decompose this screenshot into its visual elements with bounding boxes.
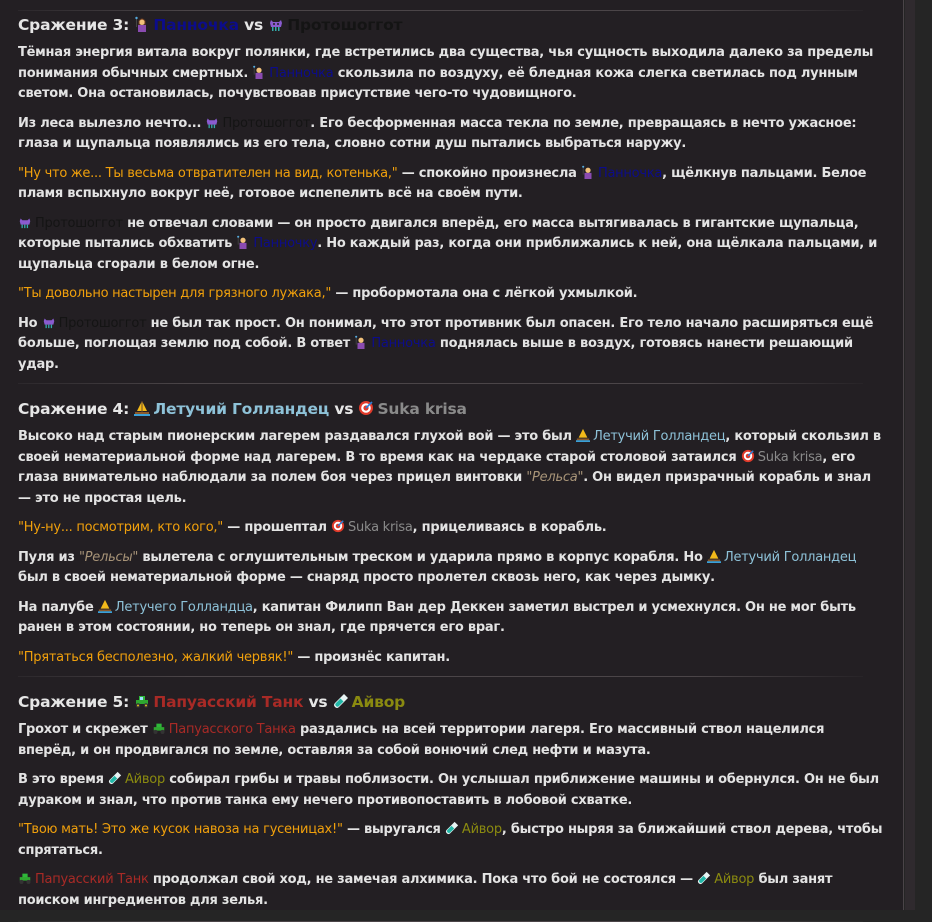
narration-text: — прошептал	[223, 520, 327, 535]
fighter-name-pannochka[interactable]: Панночка	[153, 16, 239, 34]
narration-text: раздались на всей территории лагеря. Его массивный ствол нацелился вперёд, и он продвигался по земле, оставляя за собой вонючий след нефти и мазута.	[18, 722, 825, 758]
narration-text: — произнёс капитан.	[293, 649, 450, 665]
dialogue-quote: "Ты довольно настырен для грязного лужака,"	[18, 286, 332, 301]
woman-mage-icon	[236, 235, 250, 249]
battle-4-paragraph-5	[18, 648, 886, 669]
narration-text: Но	[18, 315, 38, 331]
tractor-icon	[134, 693, 150, 709]
narration-text: Пуля из	[18, 549, 75, 565]
battle-3-paragraph-3	[18, 164, 886, 205]
section-divider	[18, 383, 863, 384]
narration-text: не был так прост. Он понимал, что этот противник был опасен. Его тело начало расширяться ещё больше, поглощая землю под собой. В ответ	[18, 315, 874, 351]
fighter-name-aivor[interactable]: Айвор	[351, 693, 406, 711]
narration-text: , его глаза внимательно наблюдали за полем боя через прицел винтовки	[18, 449, 856, 485]
alien-monster-icon	[42, 315, 56, 329]
woman-mage-icon	[134, 16, 150, 32]
dialogue-quote: "Твою мать! Это же кусок навоза на гусеницах!"	[18, 822, 343, 837]
fighter-mention-papuan-tank[interactable]: Папуасского Танка	[168, 722, 296, 737]
battle-3-paragraph-5	[18, 284, 886, 305]
dialogue-quote: "Ну-ну... посмотрим, кто кого,"	[18, 520, 224, 535]
narration-text: Тёмная энергия витала вокруг полянки, где встретились два существа, чья сущность выходила далеко за пределы понимания обычных смертных.	[18, 45, 874, 81]
battle-number: Сражение 5:	[18, 693, 130, 711]
test-tube-icon	[333, 693, 349, 709]
narration-text: , щёлкнув пальцами. Белое пламя вспыхнуло вокруг неё, готовое испепелить всё на своём пути.	[18, 165, 867, 201]
battle-4-paragraph-2	[18, 518, 886, 539]
battle-5-paragraph-2	[18, 770, 886, 811]
battle-5	[18, 691, 886, 911]
sailboat-icon	[707, 549, 721, 563]
fighter-mention-dutchman[interactable]: Летучий Голландец	[723, 549, 857, 565]
battle-5-title	[18, 691, 886, 713]
narration-text: На палубе	[18, 599, 94, 615]
narration-text: — пробормотала она с лёгкой ухмылкой.	[331, 286, 638, 301]
vs-label: vs	[334, 400, 354, 418]
narration-text: . Но каждый раз, когда они приближались к ней, она щёлкала пальцами, и щупальца сгорали в белом огне.	[18, 236, 878, 272]
section-divider	[18, 10, 863, 11]
fighter-name-dutchman[interactable]: Летучий Голландец	[153, 400, 330, 418]
battle-5-paragraph-4	[18, 870, 886, 911]
fighter-mention-suka-krisa[interactable]: Suka krisa	[757, 449, 823, 465]
battle-number: Сражение 4:	[18, 400, 130, 418]
narration-text: — спокойно произнесла	[397, 165, 577, 181]
narration-text: В это время	[18, 772, 104, 787]
narration-text: . Он видел призрачный корабль и знал — это не простая цель.	[18, 470, 871, 506]
fighter-mention-dutchman[interactable]: Летучий Голландец	[593, 429, 726, 444]
battle-4-paragraph-3	[18, 548, 886, 589]
fighter-mention-aivor[interactable]: Айвор	[125, 772, 165, 787]
direct-hit-target-icon	[331, 519, 345, 533]
fighter-name-papuan-tank[interactable]: Папуасский Танк	[153, 693, 304, 711]
direct-hit-target-icon	[358, 400, 374, 416]
test-tube-icon	[445, 821, 459, 835]
narration-text: был занят поиском ингредиентов для зелья.	[18, 872, 833, 908]
narration-text: продолжал свой ход, не замечая алхимика. Пока что бой не состоялся —	[152, 872, 693, 887]
battle-5-paragraph-1	[18, 720, 886, 761]
woman-mage-icon	[581, 165, 595, 179]
sailboat-icon	[98, 599, 112, 613]
rifle-name: "Рельсы"	[78, 549, 139, 565]
scrollbar-track[interactable]	[905, 0, 915, 910]
fighter-mention-pannochka[interactable]: Панночку	[253, 236, 318, 251]
battle-4-paragraph-4	[18, 598, 886, 639]
fighter-mention-protoshoggot[interactable]: Протошоггот	[35, 215, 123, 231]
narration-text: — выругался	[342, 822, 441, 837]
narration-text: Грохот и скрежет	[18, 722, 148, 737]
narration-text: не отвечал словами — он просто двигался вперёд, его масса вытягивалась в гигантские щупальца, которые пытались обхватить	[18, 215, 859, 251]
battle-4-title	[18, 398, 886, 420]
battle-number: Сражение 3:	[18, 16, 130, 34]
dialogue-quote: "Прятаться бесполезно, жалкий червяк!"	[18, 649, 294, 665]
fighter-mention-protoshoggot[interactable]: Протошоггот	[58, 315, 147, 331]
vs-label: vs	[308, 693, 328, 711]
narration-text: . Его бесформенная масса текла по земле, превращаясь в нечто ужасное: глаза и щупальца появлялись из его тела, словно сотни душ пытались выбраться наружу.	[18, 115, 857, 151]
fighter-name-protoshoggot[interactable]: Протошоггот	[287, 16, 403, 34]
section-divider	[18, 676, 863, 677]
woman-mage-icon	[354, 335, 368, 349]
battle-log-content	[18, 0, 886, 922]
battle-4-paragraph-1	[18, 427, 886, 509]
fighter-name-suka-krisa[interactable]: Suka krisa	[377, 400, 467, 418]
narration-text: собирал грибы и травы поблизости. Он услышал приближение машины и обернулся. Он не был дураком и знал, что против танка ему нечего противопоставить в лобовой схватке.	[18, 772, 879, 808]
battle-3-paragraph-1	[18, 43, 886, 105]
test-tube-icon	[108, 771, 122, 785]
narration-text: вылетела с оглушительным треском и ударила прямо в корпус корабля. Но	[142, 549, 703, 565]
narration-text: поднялась выше в воздух, готовясь нанести решающий удар.	[18, 336, 853, 372]
alien-monster-icon	[205, 115, 219, 129]
fighter-mention-pannochka[interactable]: Панночка	[371, 336, 436, 351]
battle-3	[18, 14, 886, 375]
battle-4	[18, 398, 886, 668]
tractor-icon	[152, 721, 166, 735]
fighter-mention-protoshoggot[interactable]: Протошоггот	[222, 115, 311, 131]
battle-3-paragraph-2	[18, 114, 886, 155]
fighter-mention-aivor[interactable]: Айвор	[714, 872, 755, 887]
narration-text: , который скользил в своей нематериальной форме над лагерем. В то время как на чердаке старой столовой затаился	[18, 429, 881, 465]
dialogue-quote: "Ну что же... Ты весьма отвратителен на вид, котенька,"	[18, 165, 398, 181]
fighter-mention-pannochka[interactable]: Панночка	[269, 65, 334, 81]
narration-text: Из леса вылезло нечто...	[18, 115, 202, 131]
fighter-mention-suka-krisa[interactable]: Suka krisa	[348, 520, 413, 535]
alien-monster-icon	[18, 215, 32, 229]
battle-5-paragraph-3	[18, 820, 886, 861]
woman-mage-icon	[252, 65, 266, 79]
alien-monster-icon	[268, 16, 284, 32]
battle-3-title	[18, 14, 886, 36]
tractor-icon	[18, 871, 32, 885]
direct-hit-target-icon	[741, 449, 755, 463]
sailboat-icon	[576, 428, 590, 442]
narration-text: , капитан Филипп Ван дер Деккен заметил выстрел и усмехнулся. Он не мог быть ранен в этом состоянии, но теперь он знал, где прячется его враг.	[18, 599, 856, 635]
rifle-name: "Рельса"	[526, 470, 584, 485]
fighter-mention-papuan-tank[interactable]: Папуасский Танк	[35, 872, 149, 887]
narration-text: скользила по воздуху, её бледная кожа слегка светилась под лунным светом. Она остановилась, почувствовав присутствие чего-то чудовищного.	[18, 65, 858, 101]
fighter-mention-aivor[interactable]: Айвор	[461, 822, 502, 837]
vs-label: vs	[244, 16, 264, 34]
battle-3-paragraph-6	[18, 314, 886, 376]
battle-3-paragraph-4	[18, 214, 886, 276]
fighter-mention-pannochka[interactable]: Панночка	[597, 165, 663, 181]
narration-text: , прицеливаясь в корабль.	[412, 520, 607, 535]
narration-text: Высоко над старым пионерским лагерем раздавался глухой вой — это был	[18, 429, 572, 444]
narration-text: был в своей нематериальной форме — снаряд просто пролетел сквозь него, как через дымку.	[18, 570, 715, 585]
narration-text: , быстро ныряя за ближайший ствол дерева, чтобы спрятаться.	[18, 822, 883, 858]
fighter-mention-dutchman[interactable]: Летучего Голландца	[114, 599, 253, 615]
test-tube-icon	[697, 871, 711, 885]
sailboat-icon	[134, 400, 150, 416]
